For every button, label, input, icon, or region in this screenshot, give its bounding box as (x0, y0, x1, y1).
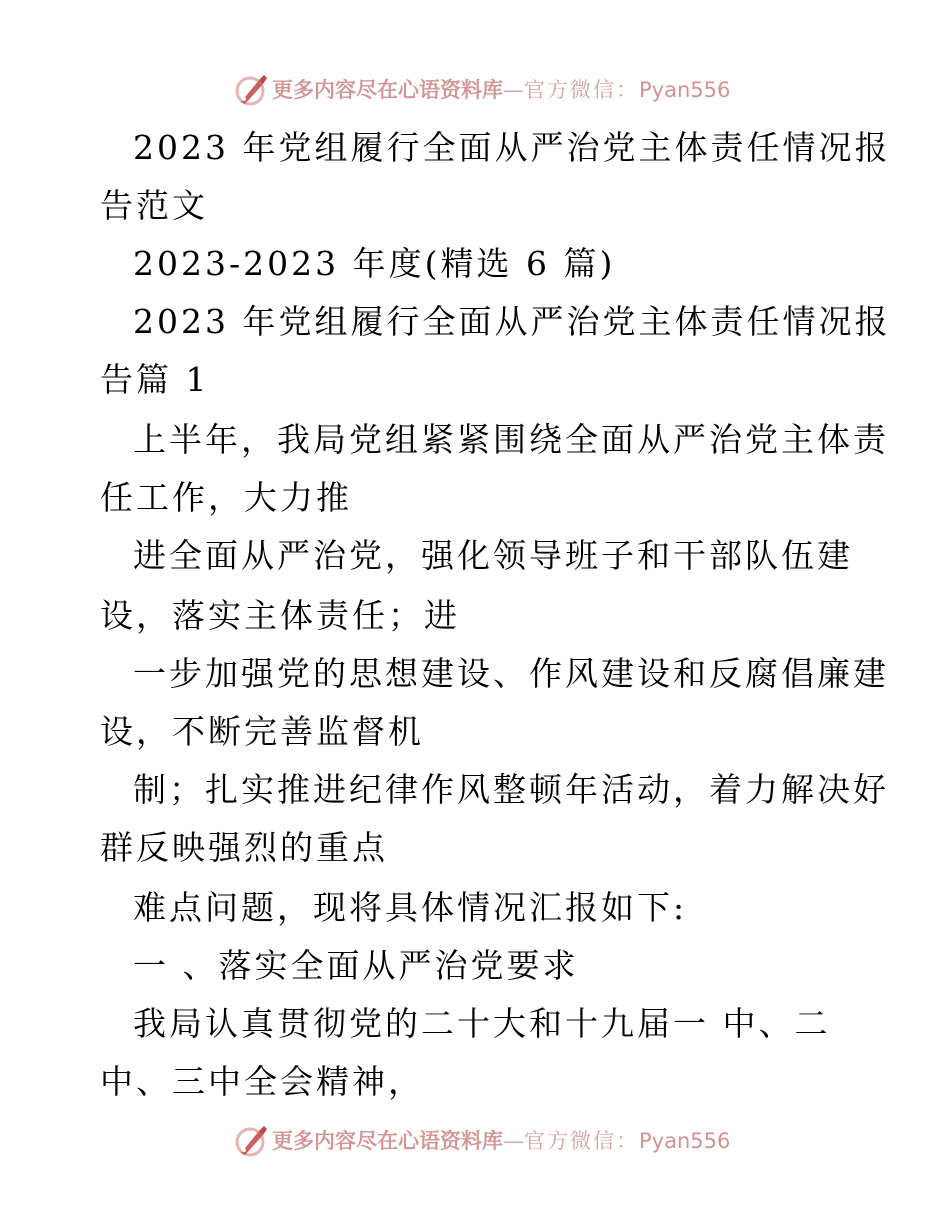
watermark-wechat-id: Pyan556 (639, 1129, 731, 1153)
watermark-wechat-label: 官方微信： (524, 78, 639, 102)
watermark-brand: 更多内容尽在心语资料库 (272, 77, 503, 102)
paragraph-line: 中、三中全会精神， (100, 1062, 424, 1101)
doc-title-line-1: 2023 年党组履行全面从严治党主体责任情况报 (133, 128, 891, 167)
section-title-line-2: 告篇 1 (100, 360, 210, 399)
watermark-wechat-id: Pyan556 (639, 78, 731, 102)
paragraph-line: 任工作，大力推 (100, 478, 352, 517)
pen-logo-icon (233, 1123, 269, 1159)
section-title-line-1: 2023 年党组履行全面从严治党主体责任情况报 (133, 302, 891, 341)
watermark-text (272, 1128, 730, 1154)
watermark-dash: — (503, 1129, 524, 1153)
paragraph-line: 进全面从严治党，强化领导班子和干部队伍建 (133, 536, 853, 575)
paragraph-line: 一步加强党的思想建设、作风建设和反腐倡廉建 (133, 654, 889, 693)
section-heading: 一 、落实全面从严治党要求 (133, 946, 579, 985)
paragraph-line: 设，不断完善监督机 (100, 712, 424, 751)
watermark-brand: 更多内容尽在心语资料库 (272, 1128, 503, 1153)
paragraph-line: 群反映强烈的重点 (100, 828, 388, 867)
paragraph-line: 上半年，我局党组紧紧围绕全面从严治党主体责 (133, 420, 889, 459)
paragraph-line: 难点问题，现将具体情况汇报如下: (133, 888, 688, 927)
paragraph-line: 设，落实主体责任；进 (100, 596, 460, 635)
paragraph-line: 制；扎实推进纪律作风整顿年活动，着力解决好 (133, 770, 889, 809)
watermark-dash: — (503, 78, 524, 102)
footer-watermark (0, 1121, 950, 1161)
paragraph-line: 我局认真贯彻党的二十大和十九届一 中、二 (133, 1004, 831, 1043)
doc-subtitle: 2023-2023 年度(精选 6 篇) (133, 244, 616, 283)
doc-title-line-2: 告范文 (100, 186, 208, 225)
watermark-wechat-label: 官方微信： (524, 1129, 639, 1153)
